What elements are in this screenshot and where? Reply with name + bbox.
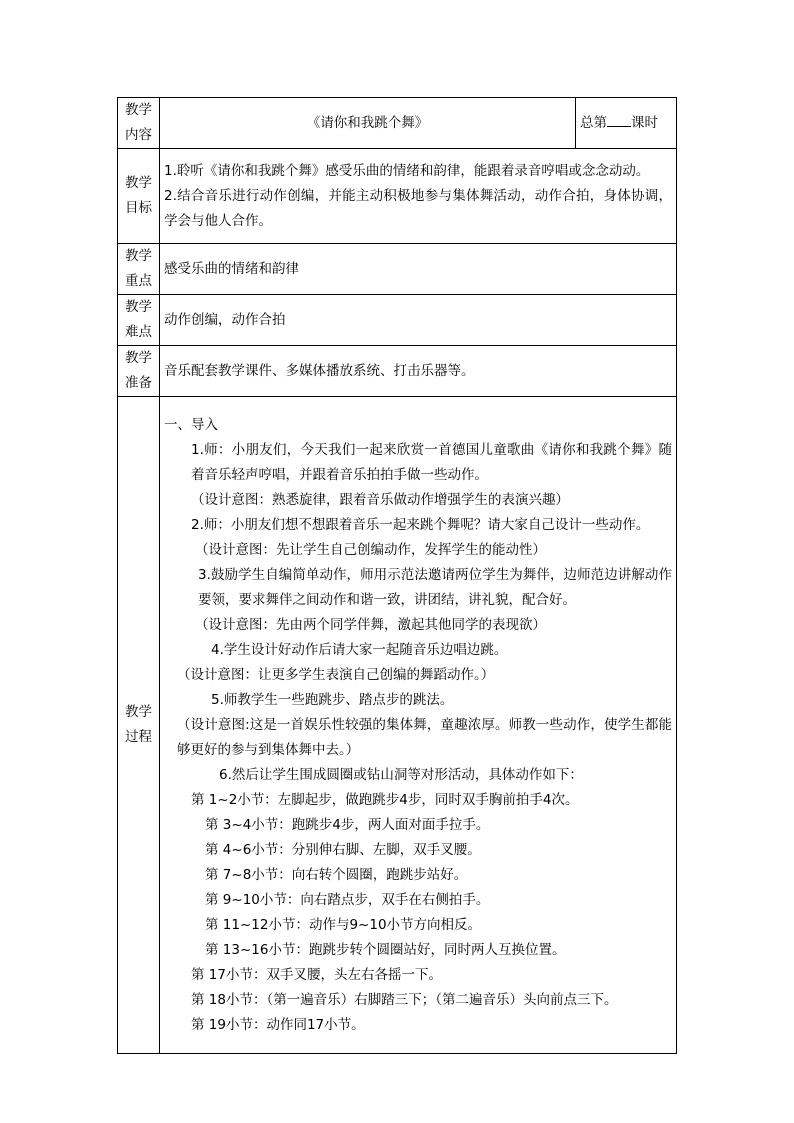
step-6: 6.然后让学生围成圆圈或钻山洞等对形活动，具体动作如下：	[219, 766, 583, 783]
key-points-content: 感受乐曲的情绪和韵律	[160, 244, 677, 295]
process-content	[160, 397, 677, 1054]
label-key-points: 教学重点	[118, 244, 160, 295]
intent-4: （设计意图：让更多学生表演自己创编的舞蹈动作。）	[177, 666, 495, 683]
goal-2: 2.结合音乐进行动作创编，并能主动积极地参与集体舞活动，动作合拍，身体协调，学会与他人合作。	[164, 187, 672, 229]
goals-content	[160, 149, 677, 244]
preparation-content: 音乐配套教学课件、多媒体播放系统、打击乐器等。	[160, 346, 677, 397]
measure-13-16: 第 13~16小节：跑跳步转个圆圈站好，同时两人互换位置。	[205, 941, 566, 958]
measure-7-8: 第 7~8小节：向右转个圆圈，跑跳步站好。	[205, 866, 468, 883]
goals-row	[118, 149, 677, 244]
label-difficulties: 教学难点	[118, 295, 160, 346]
measure-17: 第 17小节：双手叉腰，头左右各摇一下。	[191, 966, 442, 983]
intent-5: （设计意图:这是一首娱乐性较强的集体舞，童趣浓厚。师教一些动作，使学生都能够更好的参与到集体舞中去。）	[177, 716, 672, 758]
step-3: 3.鼓励学生自编简单动作，师用示范法邀请两位学生为舞伴，边师范边讲解动作要领，要求舞伴之间动作和谐一致，讲团结，讲礼貌，配合好。	[198, 566, 672, 608]
measure-4-6: 第 4~6小节：分别伸右脚、左脚，双手叉腰。	[205, 841, 481, 858]
step-1: 1.师：小朋友们，今天我们一起来欣赏一首德国儿童歌曲《请你和我跳个舞》随着音乐轻声哼唱，并跟着音乐拍拍手做一些动作。	[191, 441, 672, 483]
difficulties-row	[118, 295, 677, 346]
hours-blank	[607, 113, 631, 127]
section-intro: 一、导入	[164, 416, 218, 433]
difficulties-content: 动作创编，动作合拍	[160, 295, 677, 346]
label-content: 教学内容	[118, 98, 160, 149]
intent-2: （设计意图：先让学生自己创编动作，发挥学生的能动性）	[195, 541, 546, 558]
key-points-row	[118, 244, 677, 295]
label-process: 教学过程	[118, 397, 160, 1054]
step-4: 4.学生设计好动作后请大家一起随音乐边唱边跳。	[211, 641, 508, 658]
measure-3-4: 第 3~4小节：跑跳步4步，两人面对面手拉手。	[205, 816, 490, 833]
intent-1: （设计意图：熟悉旋律，跟着音乐做动作增强学生的表演兴趣）	[191, 491, 569, 508]
measure-1-2: 第 1~2小节：左脚起步，做跑跳步4步，同时双手胸前拍手4次。	[191, 791, 579, 808]
lesson-hours	[576, 98, 677, 149]
header-row	[118, 98, 677, 149]
label-goals: 教学目标	[118, 149, 160, 244]
measure-9-10: 第 9~10小节：向右踏点步，双手在右侧拍手。	[205, 891, 490, 908]
measure-19: 第 19小节：动作同17小节。	[191, 1016, 365, 1033]
measure-18: 第 18小节：（第一遍音乐）右脚踏三下；（第二遍音乐）头向前点三下。	[191, 991, 618, 1008]
preparation-row	[118, 346, 677, 397]
step-5: 5.师教学生一些跑跳步、踏点步的跳法。	[211, 691, 454, 708]
label-preparation: 教学准备	[118, 346, 160, 397]
hours-prefix: 总第	[580, 114, 607, 131]
goal-1: 1.聆听《请你和我跳个舞》感受乐曲的情绪和韵律，能跟着录音哼唱或念念动动。	[164, 162, 650, 179]
lesson-title: 《请你和我跳个舞》	[160, 98, 576, 149]
lesson-plan-table	[117, 97, 677, 1054]
hours-suffix: 课时	[631, 114, 658, 131]
intent-3: （设计意图：先由两个同学伴舞，激起其他同学的表现欲）	[195, 616, 546, 633]
measure-11-12: 第 11~12小节：动作与9~10小节方向相反。	[205, 916, 482, 933]
step-2: 2.师：小朋友们想不想跟着音乐一起来跳个舞呢？请大家自己设计一些动作。	[191, 516, 650, 533]
process-row	[118, 397, 677, 1054]
